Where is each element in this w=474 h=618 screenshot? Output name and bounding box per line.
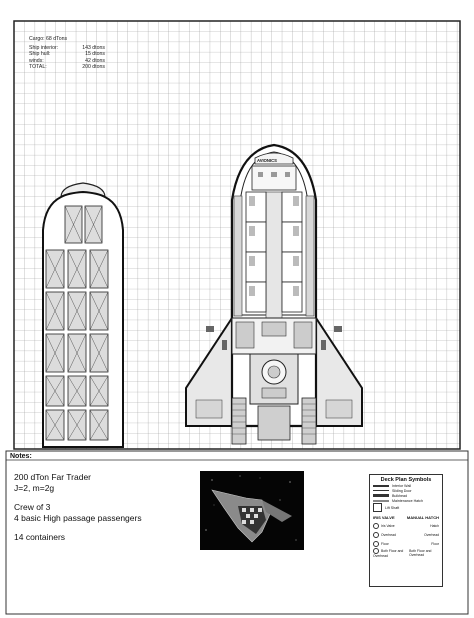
container-line: 14 containers — [14, 532, 66, 542]
lift-shaft-icon — [373, 503, 382, 512]
ship-description — [14, 472, 142, 543]
iris-valve-icon — [373, 523, 379, 529]
stat-row: winds: 42 dtons — [29, 57, 105, 64]
ship-name: 200 dTon Far Trader — [14, 472, 92, 482]
ship-performance: J=2, m=2g — [14, 483, 55, 493]
crew-line: Crew of 3 — [14, 502, 51, 512]
legend-pair: Overhead Overhead — [373, 530, 439, 539]
legend-pair: Iris Valve Hatch — [373, 521, 439, 530]
passenger-line: 4 basic High passage passengers — [14, 513, 142, 523]
legend-item: Interior Wall — [373, 483, 442, 488]
legend-title: Deck Plan Symbols — [380, 477, 432, 483]
starship-render-image — [200, 471, 304, 550]
tonnage-stats — [29, 36, 105, 70]
sliding-door-icon — [373, 490, 389, 491]
stat-row: TOTAL: 200 dtons — [29, 63, 105, 70]
cargo-line: Cargo: 68 dTons — [29, 36, 68, 42]
notes-label: Notes: — [10, 453, 32, 460]
stat-row: Ship interior: 143 dtons — [29, 45, 105, 52]
stat-row: Ship hull: 15 dtons — [29, 51, 105, 58]
legend-item: Maintenance Hatch — [373, 498, 442, 503]
legend-item: Bulkhead — [373, 493, 442, 498]
avionics-label: AVIONICS — [257, 158, 277, 163]
legend-headers: IRIS VALVE MANUAL HATCH — [373, 515, 439, 520]
bulkhead-icon — [373, 494, 389, 497]
legend-pair: Both Floor and Overhead Both Floor and Overhead — [373, 548, 432, 558]
deck-plan-symbols-legend — [369, 474, 443, 587]
legend-pair: Floor Floor — [373, 539, 439, 548]
interior-wall-icon — [373, 485, 389, 487]
legend-item: Sliding Door — [373, 488, 442, 493]
legend-item: Lift Shaft — [373, 503, 442, 512]
floor-icon — [373, 541, 379, 547]
cargo-pod — [43, 183, 123, 447]
maintenance-hatch-icon — [373, 500, 389, 502]
overhead-icon — [373, 532, 379, 538]
